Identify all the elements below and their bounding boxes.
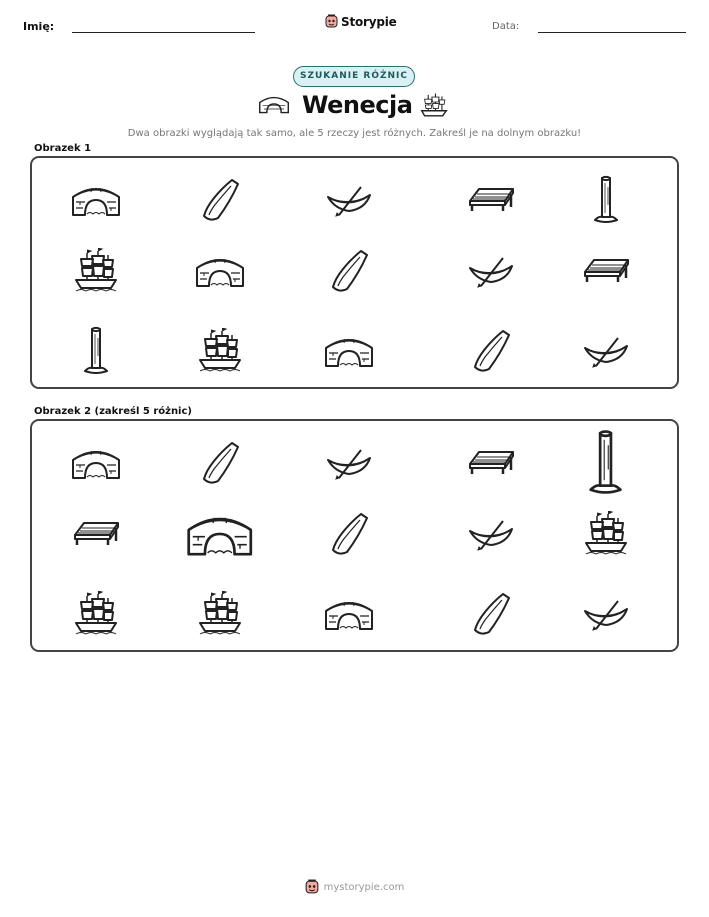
picture1-label: Obrazek 1 xyxy=(34,143,92,154)
dock-icon xyxy=(582,256,630,286)
bridge-icon[interactable] xyxy=(186,511,254,557)
name-label: Imię: xyxy=(23,20,55,33)
name-field[interactable] xyxy=(72,32,255,33)
ship-icon xyxy=(197,328,243,374)
dock-icon[interactable] xyxy=(467,448,515,478)
storypie-mascot-icon xyxy=(325,14,338,29)
bridge-icon xyxy=(71,183,121,217)
category-badge: SZUKANIE RÓŻNIC xyxy=(293,66,415,87)
ship-icon[interactable] xyxy=(583,511,629,557)
pole-icon xyxy=(593,175,619,225)
gondola-icon[interactable] xyxy=(327,512,371,556)
gondola-icon xyxy=(327,249,371,293)
date-label: Data: xyxy=(492,21,520,32)
ship-icon xyxy=(73,248,119,294)
gondola-icon xyxy=(198,178,242,222)
bridge-icon[interactable] xyxy=(324,597,374,631)
bridge-icon xyxy=(324,334,374,368)
page-title: Wenecja xyxy=(302,91,413,119)
bridge-icon xyxy=(258,94,290,114)
pole-icon xyxy=(83,326,109,376)
picture2-label: Obrazek 2 (zakreśl 5 różnic) xyxy=(34,406,192,417)
gondola-icon[interactable] xyxy=(198,441,242,485)
gondola-icon xyxy=(469,329,513,373)
gondola-icon[interactable] xyxy=(469,592,513,636)
ship-icon[interactable] xyxy=(197,591,243,637)
ship-icon[interactable] xyxy=(73,591,119,637)
bridge-icon xyxy=(195,254,245,288)
storypie-mascot-icon xyxy=(305,879,319,895)
pole-icon[interactable] xyxy=(588,429,623,497)
dock-icon xyxy=(467,185,515,215)
rowboat-icon[interactable] xyxy=(467,517,515,551)
rowboat-icon xyxy=(582,334,630,368)
date-field[interactable] xyxy=(538,32,686,33)
footer-url: mystorypie.com xyxy=(323,881,405,893)
bridge-icon[interactable] xyxy=(71,446,121,480)
brand-logo xyxy=(325,14,397,29)
rowboat-icon xyxy=(325,183,373,217)
instructions: Dwa obrazki wyglądają tak samo, ale 5 rzeczy jest różnych. Zakreśl je na dolnym obrazku! xyxy=(127,128,582,139)
rowboat-icon[interactable] xyxy=(325,446,373,480)
brand-name: Storypie xyxy=(341,14,397,29)
rowboat-icon xyxy=(467,254,515,288)
ship-icon xyxy=(419,92,449,118)
picture1-panel xyxy=(30,156,679,389)
picture2-panel[interactable] xyxy=(30,419,679,652)
rowboat-icon[interactable] xyxy=(582,597,630,631)
dock-icon[interactable] xyxy=(72,519,120,549)
footer xyxy=(0,879,709,895)
